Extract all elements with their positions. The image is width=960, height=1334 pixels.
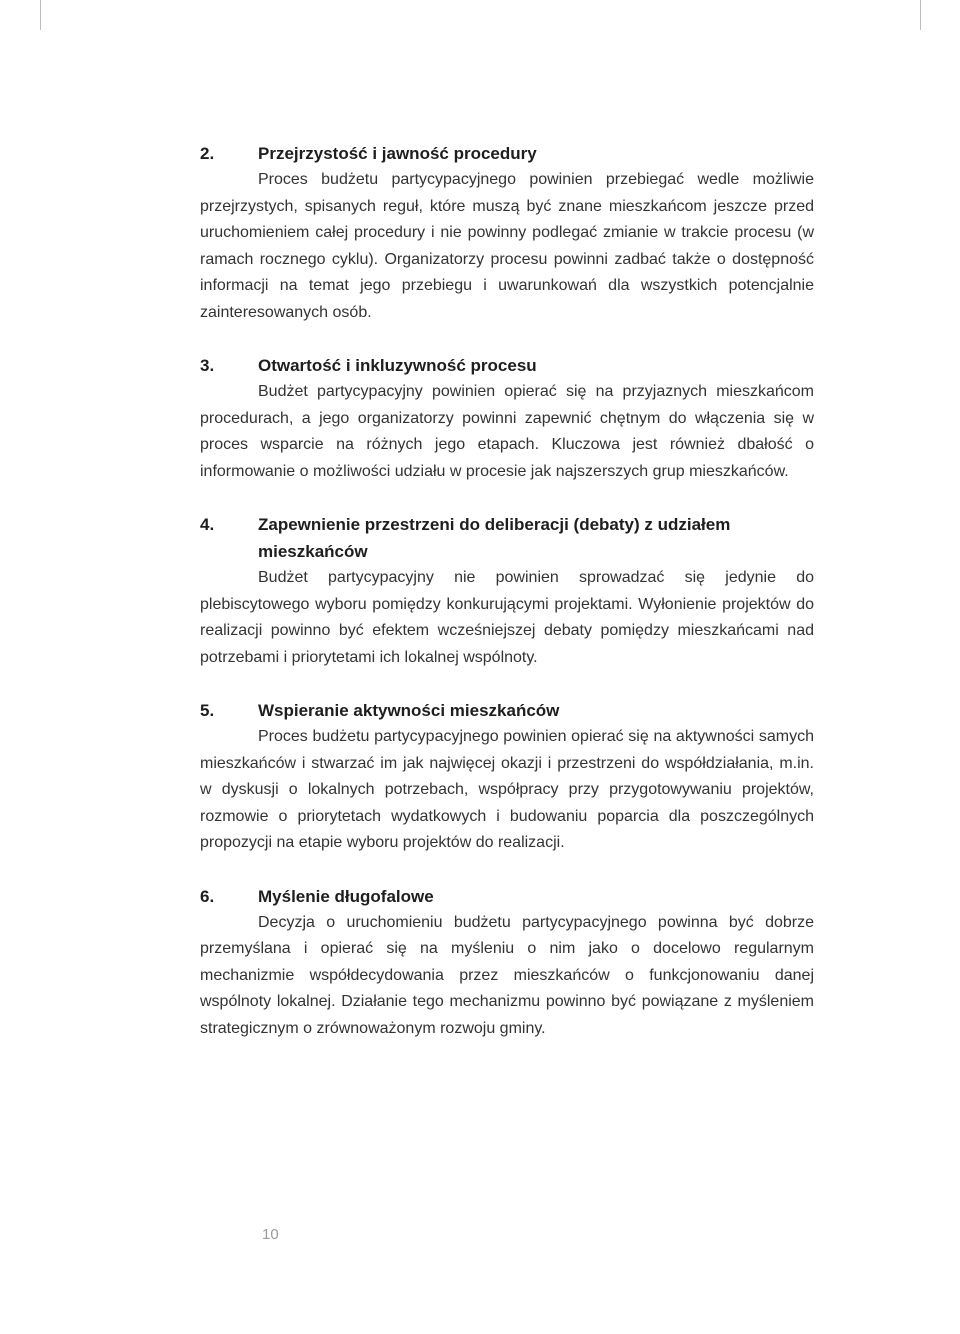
section-heading <box>200 697 814 724</box>
section-4 <box>200 511 814 671</box>
section-title: Otwartość i inkluzywność procesu <box>258 356 537 375</box>
section-heading <box>200 511 814 565</box>
section-number: 6. <box>200 886 215 906</box>
section-2 <box>200 140 814 326</box>
section-title: Przejrzystość i jawność procedury <box>258 144 537 163</box>
section-body: Budżet partycypacyjny powinien opierać się na przyjaznych mieszkańcom procedurach, a jego organizatorzy powinni zapewnić chętnym do włączenia się w proces wsparcie na różnych jego etapach. Kluczowa jest również dbałość o informowanie o możliwości udziału w procesie jak najszerszych grup mieszkańców. <box>200 383 814 480</box>
section-title: Wspieranie aktywności mieszkańców <box>258 701 560 720</box>
section-heading <box>200 883 814 910</box>
section-number: 5. <box>200 701 215 720</box>
page-number: 10 <box>262 1226 279 1243</box>
section-number: 3. <box>200 356 215 375</box>
document-body <box>200 140 814 1068</box>
section-body: Proces budżetu partycypacyjnego powinien opierać się na aktywności samych mieszkańców i stwarzać im jak najwięcej okazji i przestrzeni do współdziałania, m.in. w dyskusji o lokalnych potrzebach, współpracy przy przygotowywaniu projektów, rozmowie o priorytetach wydatkowych i budowaniu poparcia dla poszczególnych propozycji na etapie wyboru projektów do realizacji. <box>200 728 814 851</box>
section-body: Decyzja o uruchomieniu budżetu partycypacyjnego powinna być dobrze przemyślana i opierać się na myśleniu o nim jako o docelowo regularnym mechanizmie współdecydowania przez mieszkańców o funkcjonowaniu danej wspólnoty lokalnej. Działanie tego mechanizmu powinno być powiązane z myśleniem strategicznym o zrównoważonym rozwoju gminy. <box>200 913 814 1037</box>
section-body: Budżet partycypacyjny nie powinien sprowadzać się jedynie do plebiscytowego wyboru pomiędzy konkurującymi projektami. Wyłonienie projektów do realizacji powinno być efektem wcześniejszej debaty pomiędzy mieszkańcami nad potrzebami i priorytetami ich lokalnej wspólnoty. <box>200 569 814 666</box>
section-title: Myślenie długofalowe <box>258 886 434 906</box>
section-body: Proces budżetu partycypacyjnego powinien przebiegać wedle możliwie przejrzystych, spisanych reguł, które muszą być znane mieszkańcom jeszcze przed uruchomieniem całej procedury i nie powinny podlegać zmianie w trakcie procesu (w ramach rocznego cyklu). Organizatorzy procesu powinni zadbać także o dostępność informacji na temat jego przebiegu i uwarunkowań dla wszystkich potencjalnie zainteresowanych osób. <box>200 171 814 321</box>
section-title: Zapewnienie przestrzeni do deliberacji (debaty) z udziałem mieszkańców <box>258 515 731 561</box>
section-3 <box>200 352 814 485</box>
section-5 <box>200 697 814 857</box>
section-number: 2. <box>200 144 215 163</box>
crop-mark-right <box>920 0 921 30</box>
section-6 <box>200 883 814 1043</box>
section-heading <box>200 352 814 379</box>
section-number: 4. <box>200 515 215 534</box>
crop-mark-left <box>40 0 41 30</box>
section-heading <box>200 140 814 167</box>
